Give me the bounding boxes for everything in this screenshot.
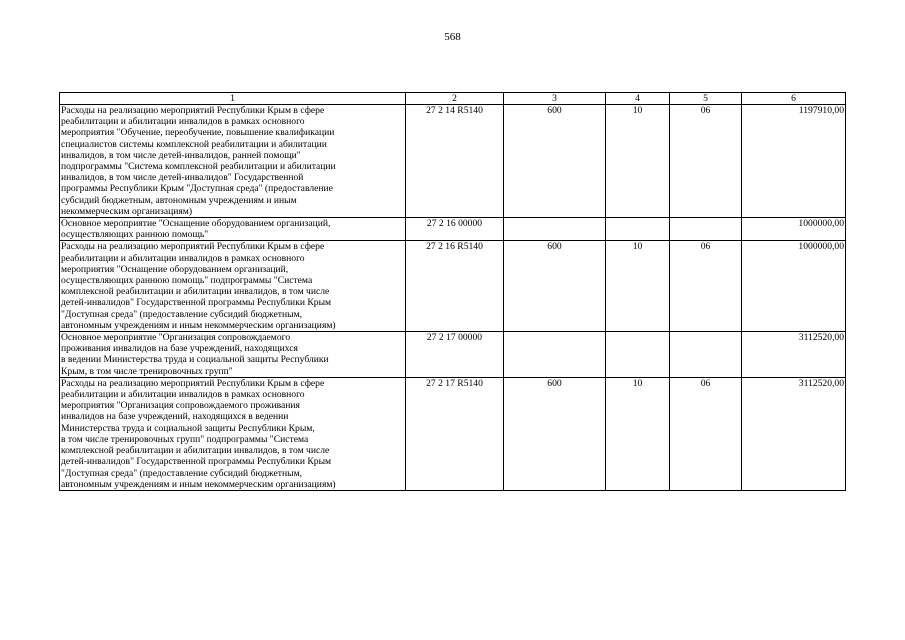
row-col3: 600 bbox=[504, 377, 606, 490]
column-header: 4 bbox=[606, 93, 670, 105]
budget-table bbox=[59, 92, 846, 491]
column-header: 3 bbox=[504, 93, 606, 105]
row-description: Расходы на реализацию мероприятий Республики Крым в сфере реабилитации и абилитации инвалидов в рамках основного мероприятия "Обучение, переобучение, повышение квалификации специалистов системы комплексной реабилитации и абилитации инвалидов, в том числе детей-инвалидов, ранней помощи" подпрограммы "Система комплексной реабилитации и абилитации инвалидов, в том числе детей-инвалидов" Государственной программы Республики Крым "Доступная среда" (предоставление субсидий бюджетным, автономным учреждениям и иным некоммерческим организациям) bbox=[60, 105, 406, 218]
row-col5: 06 bbox=[670, 241, 742, 332]
table-row bbox=[60, 218, 846, 241]
row-code: 27 2 17 R5140 bbox=[406, 377, 504, 490]
row-amount: 1000000,00 bbox=[742, 218, 846, 241]
row-col4 bbox=[606, 332, 670, 378]
row-col5 bbox=[670, 218, 742, 241]
table-row bbox=[60, 332, 846, 378]
row-code: 27 2 16 00000 bbox=[406, 218, 504, 241]
row-col4: 10 bbox=[606, 105, 670, 218]
row-col4: 10 bbox=[606, 377, 670, 490]
table-row bbox=[60, 377, 846, 490]
table-row bbox=[60, 105, 846, 218]
row-amount: 1000000,00 bbox=[742, 241, 846, 332]
row-amount: 1197910,00 bbox=[742, 105, 846, 218]
row-amount: 3112520,00 bbox=[742, 332, 846, 378]
row-col4: 10 bbox=[606, 241, 670, 332]
row-amount: 3112520,00 bbox=[742, 377, 846, 490]
table-row bbox=[60, 241, 846, 332]
row-code: 27 2 16 R5140 bbox=[406, 241, 504, 332]
page-number: 568 bbox=[444, 31, 461, 43]
column-header: 6 bbox=[742, 93, 846, 105]
column-header: 2 bbox=[406, 93, 504, 105]
row-description: Основное мероприятие "Оснащение оборудованием организаций, осуществляющих раннюю помощь" bbox=[60, 218, 406, 241]
row-description: Расходы на реализацию мероприятий Республики Крым в сфере реабилитации и абилитации инвалидов в рамках основного мероприятия "Организация сопровождаемого проживания инвалидов на базе учреждений, находящихся в ведении Министерства труда и социальной защиты Республики Крым, в том числе тренировочных групп" подпрограммы "Система комплексной реабилитации и абилитации инвалидов, в том числе детей-инвалидов" Государственной программы Республики Крым "Доступная среда" (предоставление субсидий бюджетным, автономным учреждениям и иным некоммерческим организациям) bbox=[60, 377, 406, 490]
row-col5 bbox=[670, 332, 742, 378]
column-header: 5 bbox=[670, 93, 742, 105]
header-row bbox=[60, 93, 846, 105]
row-code: 27 2 14 R5140 bbox=[406, 105, 504, 218]
row-col5: 06 bbox=[670, 105, 742, 218]
row-col3: 600 bbox=[504, 105, 606, 218]
row-code: 27 2 17 00000 bbox=[406, 332, 504, 378]
row-col4 bbox=[606, 218, 670, 241]
row-col5: 06 bbox=[670, 377, 742, 490]
column-header: 1 bbox=[60, 93, 406, 105]
row-col3 bbox=[504, 218, 606, 241]
row-description: Основное мероприятие "Организация сопровождаемого проживания инвалидов на базе учреждений, находящихся в ведении Министерства труда и социальной защиты Республики Крым, в том числе тренировочных групп" bbox=[60, 332, 406, 378]
row-col3: 600 bbox=[504, 241, 606, 332]
row-col3 bbox=[504, 332, 606, 378]
row-description: Расходы на реализацию мероприятий Республики Крым в сфере реабилитации и абилитации инвалидов в рамках основного мероприятия "Оснащение оборудованием организаций, осуществляющих раннюю помощь" подпрограммы "Система комплексной реабилитации и абилитации инвалидов, в том числе детей-инвалидов" Государственной программы Республики Крым "Доступная среда" (предоставление субсидий бюджетным, автономным учреждениям и иным некоммерческим организациям) bbox=[60, 241, 406, 332]
